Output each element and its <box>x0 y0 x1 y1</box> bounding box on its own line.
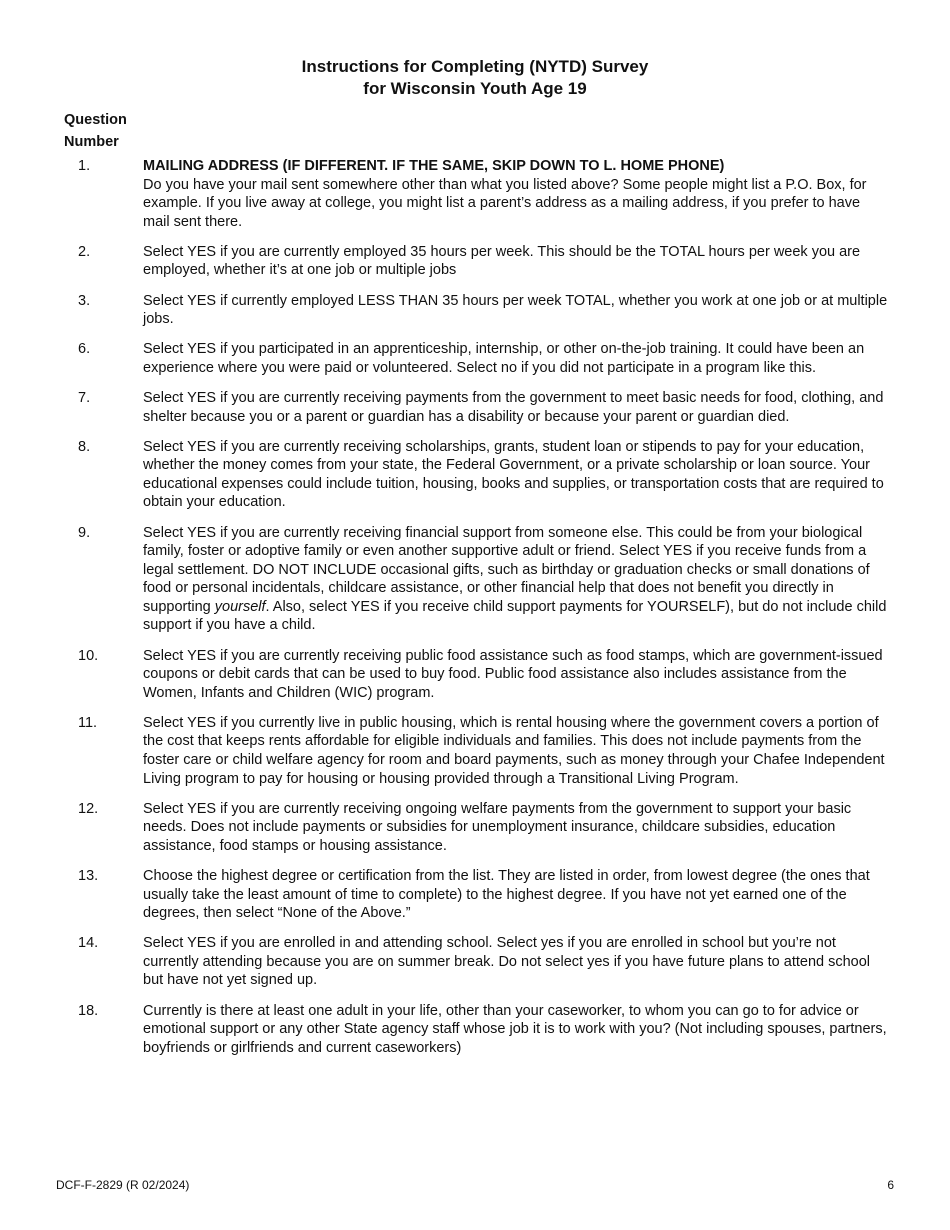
question-number: 6. <box>78 341 91 358</box>
question-number: 9. <box>78 524 91 541</box>
question-item <box>78 1002 888 1058</box>
question-text: Select YES if you are currently receiving public food assistance such as food stamps, which are government-issued coupons or debit cards that can be used to buy food. Public food assistance also includes assistance from the Women, Infants and Children (WIC) program. <box>143 647 883 701</box>
question-number: 18. <box>78 1002 99 1019</box>
question-text: Select YES if you are currently receiving scholarships, grants, student loan or stipends to pay for your education, whether the money comes from your state, the Federal Government, or a private scholarship or loan source. Your educational expenses could include tuition, housing, books and supplies, or transportation costs that are required to obtain your education. <box>143 438 884 511</box>
column-header-line-1: Question <box>64 112 127 128</box>
question-number: 2. <box>78 243 91 260</box>
page-title-line-1: Instructions for Completing (NYTD) Survey <box>301 57 649 76</box>
form-id: DCF-F-2829 (R 02/2024) <box>56 1178 190 1192</box>
page-title <box>0 56 950 100</box>
question-number: 11. <box>78 714 98 731</box>
question-number: 1. <box>78 158 91 174</box>
question-text-emphasis: yourself <box>214 598 266 615</box>
question-item <box>78 438 888 512</box>
question-text: Currently is there at least one adult in your life, other than your caseworker, to whom you can go to for advice or emotional support or any other State agency staff whose job it is to work with you? (Not including spouses, partners, boyfriends or girlfriends and current caseworkers) <box>143 1002 887 1056</box>
question-item <box>78 157 888 231</box>
question-item <box>78 292 888 329</box>
question-text: Choose the highest degree or certification from the list. They are listed in order, from lowest degree (the ones that usually take the least amount of time to complete) to the highest degree. If you have not yet earned one of the degrees, then select “None of the Above.” <box>143 868 870 922</box>
question-item <box>78 800 888 856</box>
question-text: Select YES if you are currently receiving payments from the government to meet basic needs for food, clothing, and shelter because you or a parent or guardian has a disability or because your parent or guardian died. <box>143 389 884 425</box>
question-number-column-header <box>64 109 127 153</box>
question-item <box>78 647 888 703</box>
question-text: Select YES if you are currently receiving ongoing welfare payments from the government to support your basic needs. Does not include payments or subsidies for unemployment insurance, childcare subsidies, education assistance, food stamps or housing assistance. <box>143 800 852 854</box>
question-text: Select YES if currently employed LESS THAN 35 hours per week TOTAL, whether you work at one job or at multiple jobs. <box>143 292 888 328</box>
question-number: 10. <box>78 647 99 664</box>
question-item <box>78 340 888 377</box>
question-item <box>78 243 888 280</box>
question-number: 3. <box>78 292 91 309</box>
column-header-line-2: Number <box>64 134 119 150</box>
question-heading: MAILING ADDRESS (IF DIFFERENT. IF THE SAME, SKIP DOWN TO L. HOME PHONE) <box>143 158 725 174</box>
question-text: Do you have your mail sent somewhere other than what you listed above? Some people might list a P.O. Box, for example. If you live away at college, you might list a parent’s address as a mailing address, if you prefer to have mail sent there. <box>143 176 867 230</box>
question-text: Select YES if you are enrolled in and attending school. Select yes if you are enrolled in school but you’re not currently attending because you are on summer break. Do not select yes if you have future plans to attend school but have not yet signed up. <box>143 935 871 989</box>
question-text: Select YES if you currently live in public housing, which is rental housing where the government covers a portion of the cost that keeps rents affordable for eligible individuals and families. This does not include payments from the foster care or child welfare agency for room and board payments, such as money through your Chafee Independent Living program to pay for housing or housing provided through a Transitional Living Program. <box>143 714 885 787</box>
question-number: 12. <box>78 800 99 817</box>
question-item <box>78 714 888 788</box>
question-item <box>78 389 888 426</box>
question-number: 7. <box>78 389 91 406</box>
page-title-line-2: for Wisconsin Youth Age 19 <box>363 79 587 98</box>
question-item <box>78 524 888 636</box>
question-text-part: Select YES if you are currently receiving financial support from someone else. This could be from your biological family, foster or adoptive family or even another supportive adult or friend. Select YES if you receive funds from a legal settlement. DO NOT INCLUDE occasional gifts, such as birthday or graduation checks or small donations of food or personal incidentals, childcare assistance, or other financial help that does not benefit you directly in supporting <box>143 524 870 615</box>
question-number: 13. <box>78 868 99 884</box>
question-item <box>78 934 888 990</box>
question-text-part: . Also, select YES if you receive child support payments for YOURSELF), but do not include child support if you have a child. <box>143 598 887 634</box>
question-text: Select YES if you are currently employed 35 hours per week. This should be the TOTAL hours per week you are employed, whether it’s at one job or multiple jobs <box>143 243 861 279</box>
page-number: 6 <box>887 1178 894 1192</box>
question-number: 14. <box>78 935 99 952</box>
question-item <box>78 867 888 923</box>
question-text: Select YES if you participated in an apprenticeship, internship, or other on-the-job training. It could have been an experience where you were paid or volunteered. Select no if you did not participate in a program like this. <box>143 341 865 376</box>
question-list <box>78 157 888 1069</box>
question-number: 8. <box>78 438 91 455</box>
